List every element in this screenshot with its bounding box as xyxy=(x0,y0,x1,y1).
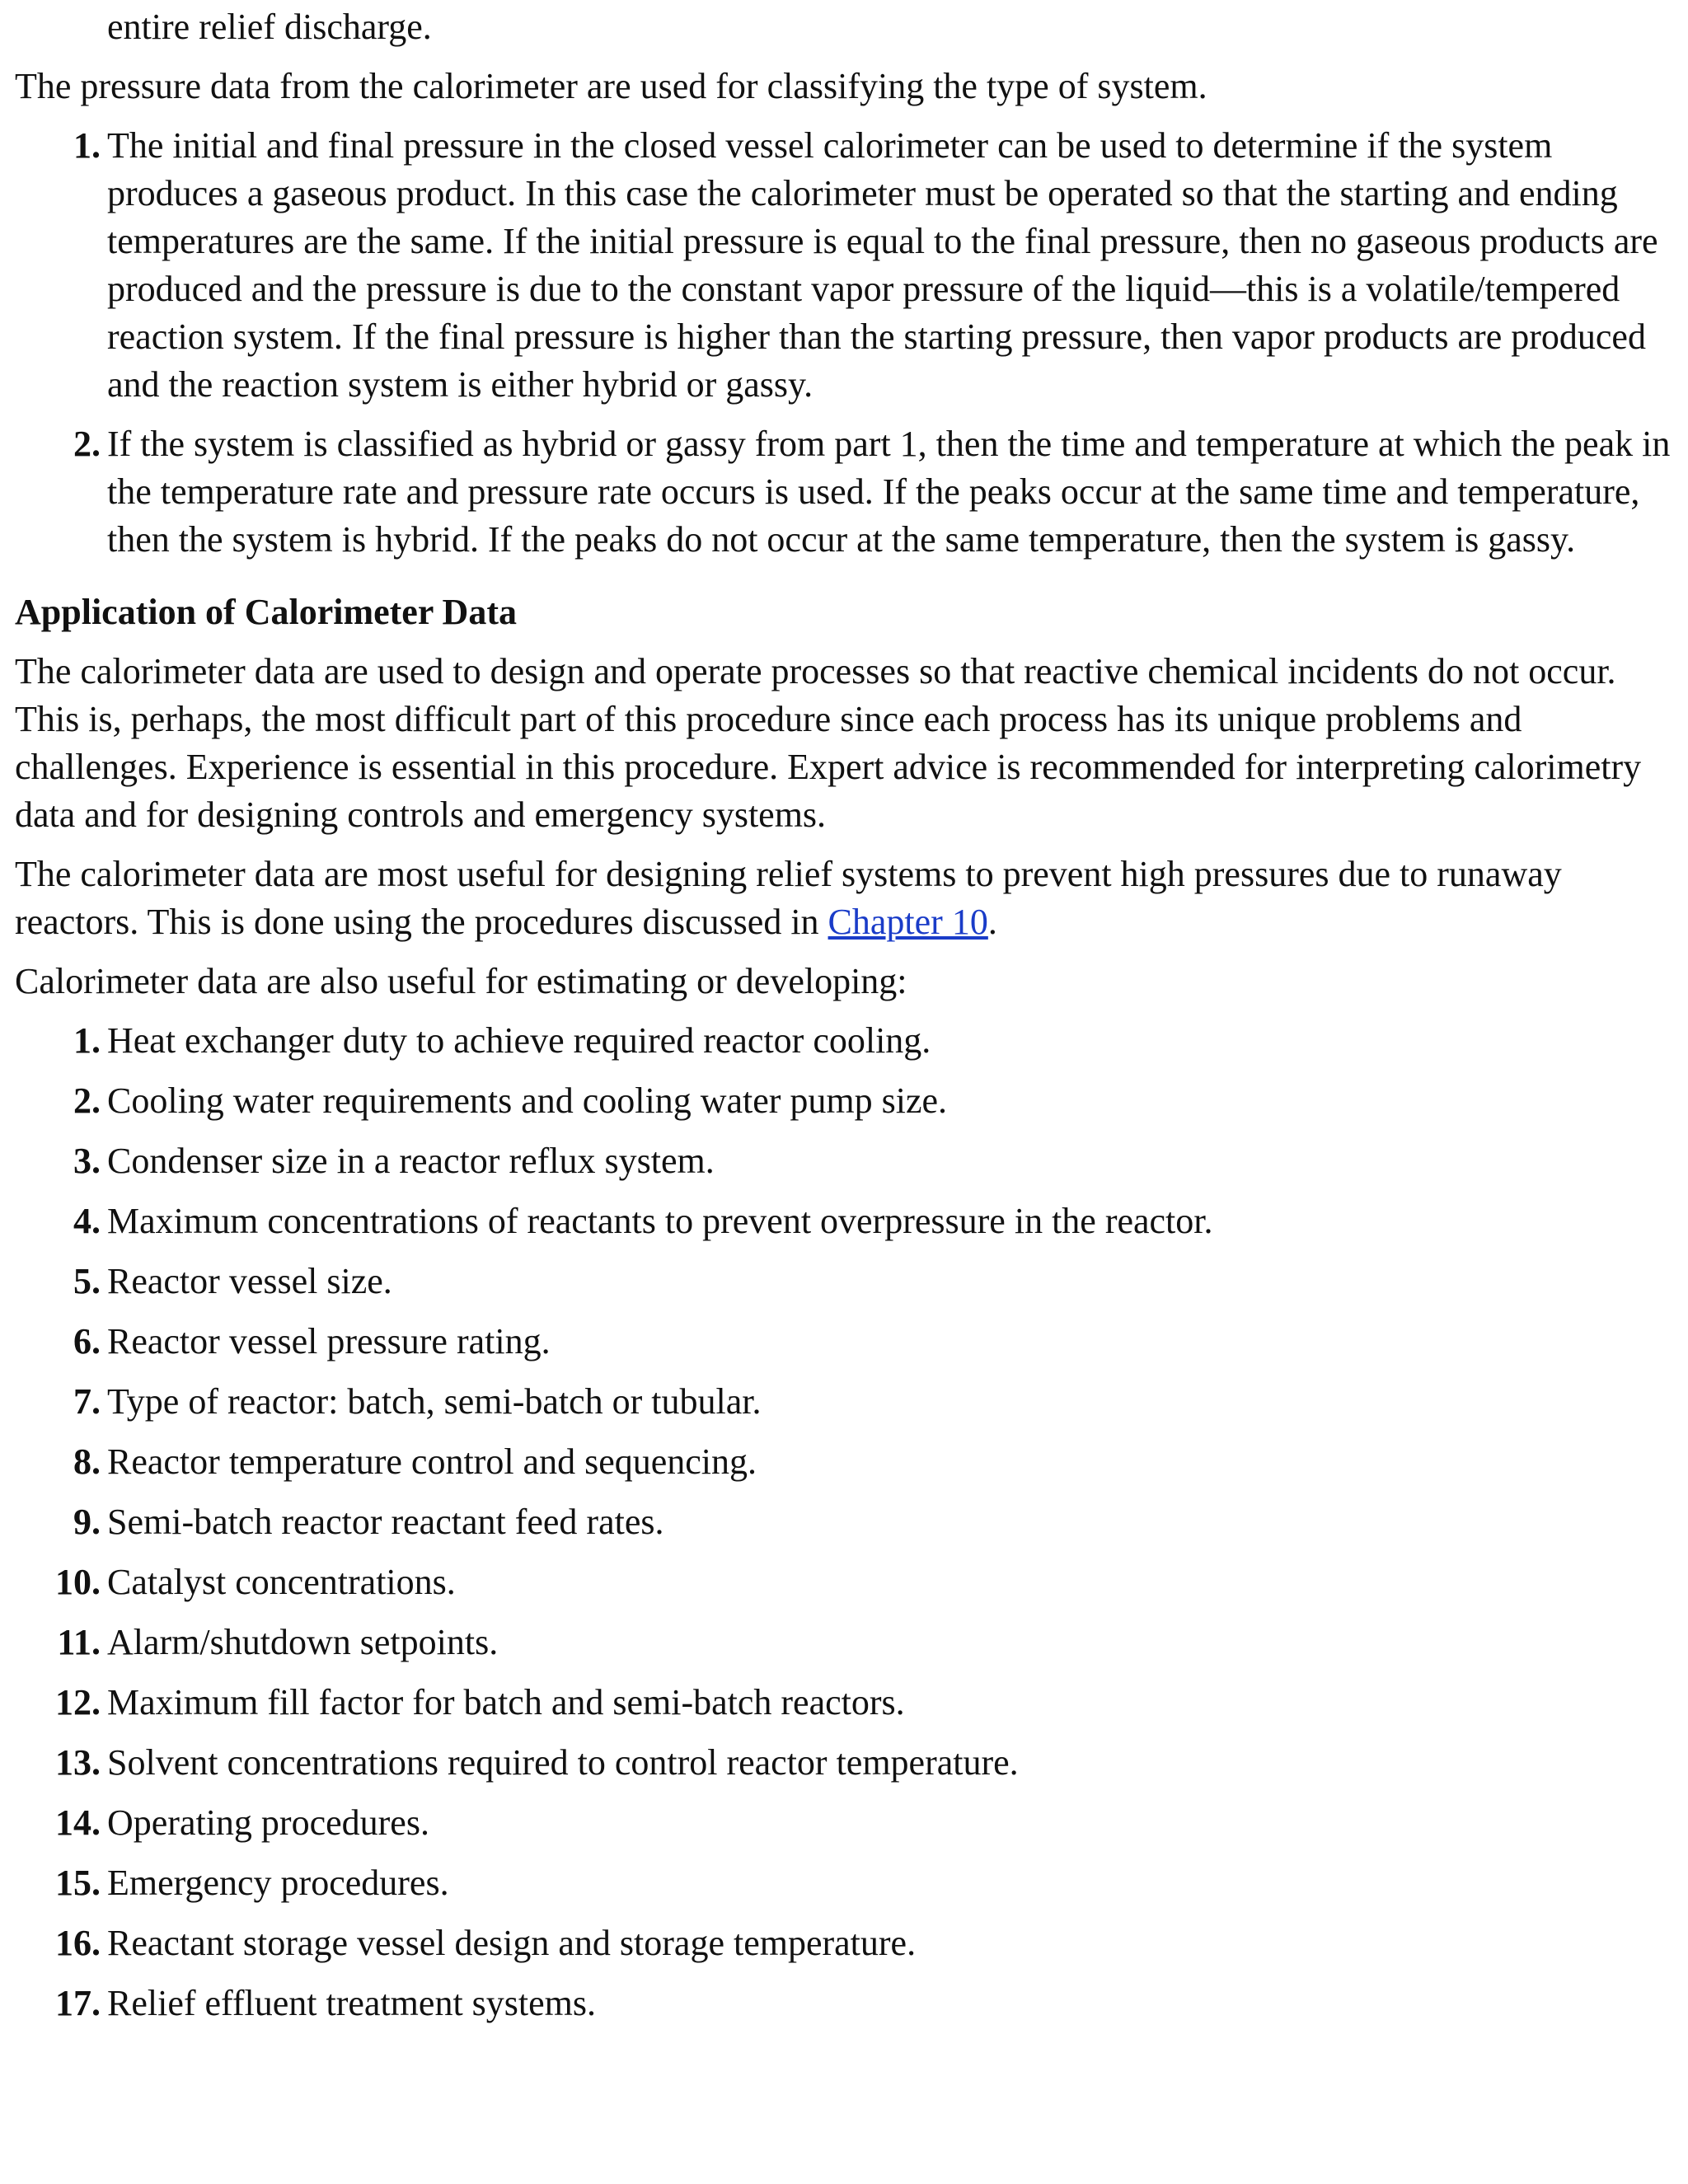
list-item-text: Reactor vessel pressure rating. xyxy=(107,1321,551,1361)
list-item xyxy=(15,1619,1672,1666)
list-item xyxy=(15,1919,1672,1967)
list-item xyxy=(15,1739,1672,1787)
list-item-text: Maximum concentrations of reactants to prevent overpressure in the reactor. xyxy=(107,1201,1213,1241)
list-item-text: Relief effluent treatment systems. xyxy=(107,1983,597,2023)
list-item xyxy=(15,1558,1672,1606)
list-item-number: 15. xyxy=(55,1863,101,1903)
section-heading: Application of Calorimeter Data xyxy=(15,592,517,632)
list-item-number: 14. xyxy=(55,1802,101,1843)
uses-intro-paragraph: Calorimeter data are also useful for estimating or developing: xyxy=(15,961,907,1001)
list-item xyxy=(15,1258,1672,1305)
list-item-number: 10. xyxy=(55,1562,101,1602)
list-item-text: Cooling water requirements and cooling water pump size. xyxy=(107,1080,948,1121)
list-item-number: 9. xyxy=(73,1502,101,1542)
list-item-number: 2. xyxy=(73,424,101,464)
list-item-text: Solvent concentrations required to control reactor temperature. xyxy=(107,1742,1019,1783)
list-item-text: Semi-batch reactor reactant feed rates. xyxy=(107,1502,664,1542)
list-item-text: Condenser size in a reactor reflux system. xyxy=(107,1141,715,1181)
list-item-number: 6. xyxy=(73,1321,101,1361)
list-item-number: 1. xyxy=(73,125,101,166)
application-paragraph: The calorimeter data are used to design and operate processes so that reactive chemical incidents do not occur. This is, perhaps, the most difficult part of this procedure since each process has its unique problems and challenges. Experience is essential in this procedure. Expert advice is recommended for interpreting calorimetry data and for designing controls and emergency systems. xyxy=(15,651,1642,835)
pressure-classification-list xyxy=(15,122,1672,564)
list-item-text: Reactor vessel size. xyxy=(107,1261,392,1301)
list-item xyxy=(15,1980,1672,2027)
list-item xyxy=(15,1438,1672,1486)
list-item-text: The initial and final pressure in the closed vessel calorimeter can be used to determine if the system produces a gaseous product. In this case the calorimeter must be operated so that the starting and ending temperatures are the same. If the initial pressure is equal to the final pressure, then no gaseous products are produced and the pressure is due to the constant vapor pressure of the liquid—this is a volatile/tempered reaction system. If the final pressure is higher than the starting pressure, then vapor products are produced and the reaction system is either hybrid or gassy. xyxy=(107,125,1658,405)
list-item xyxy=(15,1498,1672,1546)
list-item-text: Operating procedures. xyxy=(107,1802,429,1843)
list-item-text: Type of reactor: batch, semi-batch or tubular. xyxy=(107,1381,762,1422)
list-item xyxy=(15,1378,1672,1426)
uses-list xyxy=(15,1017,1672,2027)
list-item xyxy=(15,1799,1672,1847)
list-item-text: If the system is classified as hybrid or gassy from part 1, then the time and temperature at which the peak in the temperature rate and pressure rate occurs is used. If the peaks occur at the same time and temperature, then the system is hybrid. If the peaks do not occur at the same temperature, then the system is gassy. xyxy=(107,424,1671,560)
list-item-number: 1. xyxy=(73,1020,101,1061)
list-item-number: 3. xyxy=(73,1141,101,1181)
list-item xyxy=(15,1017,1672,1065)
list-item-text: Heat exchanger duty to achieve required reactor cooling. xyxy=(107,1020,931,1061)
list-item-text: Alarm/shutdown setpoints. xyxy=(107,1622,499,1662)
list-item-number: 13. xyxy=(55,1742,101,1783)
list-item xyxy=(15,1077,1672,1125)
list-item-text: Reactant storage vessel design and storage temperature. xyxy=(107,1923,917,1963)
list-item-text: Catalyst concentrations. xyxy=(107,1562,456,1602)
list-item-number: 16. xyxy=(55,1923,101,1963)
list-item-number: 12. xyxy=(55,1682,101,1722)
list-item xyxy=(15,1137,1672,1185)
list-item xyxy=(15,122,1672,409)
list-item-number: 7. xyxy=(73,1381,101,1422)
chapter-10-link[interactable]: Chapter 10 xyxy=(828,902,988,942)
list-item xyxy=(15,1859,1672,1907)
relief-paragraph-text: The calorimeter data are most useful for designing relief systems to prevent high pressures due to runaway reactors. This is done using the procedures discussed in xyxy=(15,854,1562,942)
list-item xyxy=(15,1679,1672,1727)
list-item-number: 4. xyxy=(73,1201,101,1241)
list-item xyxy=(15,420,1672,564)
list-item-number: 2. xyxy=(73,1080,101,1121)
relief-paragraph xyxy=(15,851,1672,946)
list-item xyxy=(15,1318,1672,1366)
list-item-number: 8. xyxy=(73,1441,101,1482)
list-item-text: Emergency procedures. xyxy=(107,1863,449,1903)
document-page xyxy=(15,3,1672,2040)
list-item-text: Maximum fill factor for batch and semi-batch reactors. xyxy=(107,1682,905,1722)
list-item-number: 5. xyxy=(73,1261,101,1301)
continuation-text: entire relief discharge. xyxy=(107,7,432,47)
list-item-number: 11. xyxy=(57,1622,101,1662)
list-item-text: Reactor temperature control and sequencing. xyxy=(107,1441,757,1482)
list-item xyxy=(15,1197,1672,1245)
pressure-intro-paragraph: The pressure data from the calorimeter are used for classifying the type of system. xyxy=(15,66,1207,106)
relief-paragraph-end: . xyxy=(987,902,997,942)
list-item-number: 17. xyxy=(55,1983,101,2023)
